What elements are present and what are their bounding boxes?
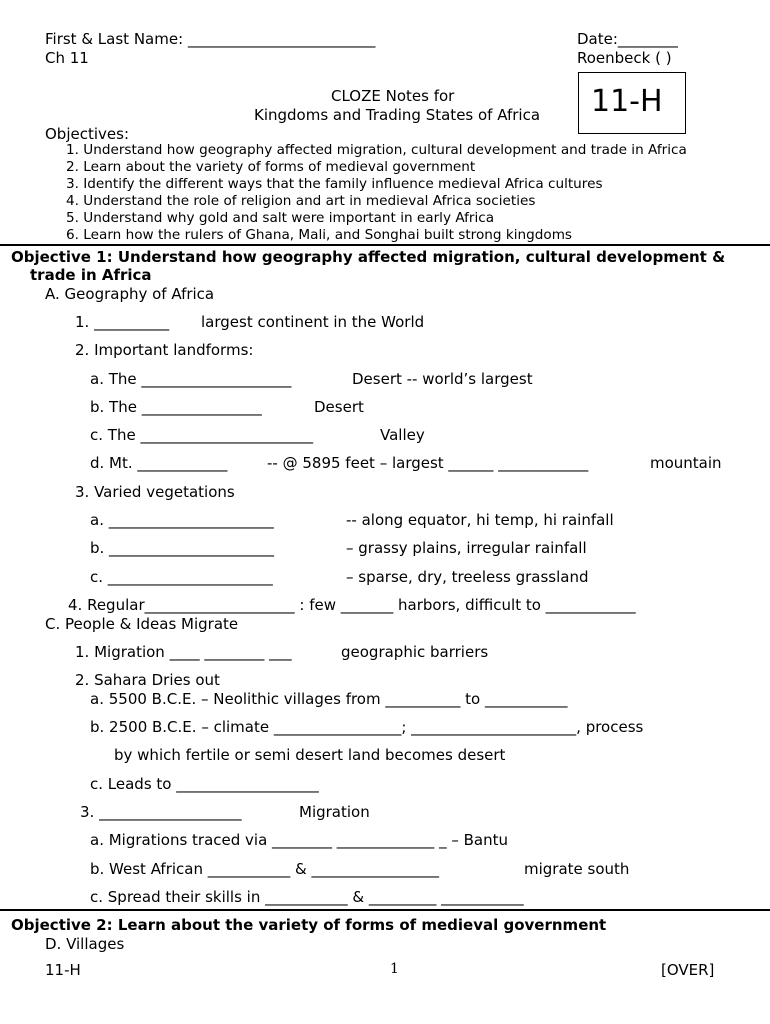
a2a-text: Desert -- world’s largest [352, 370, 533, 388]
c2b-line-cont: by which fertile or semi desert land becomes desert [114, 746, 506, 764]
section-c-heading: C. People & Ideas Migrate [45, 615, 239, 633]
objective-1-heading: Objective 1: Understand how geography affected migration, cultural development & [11, 248, 726, 266]
c2a-line: a. 5500 B.C.E. – Neolithic villages from __________ to ___________ [90, 690, 568, 708]
a2c-text: Valley [380, 426, 425, 444]
section-d-heading: D. Villages [45, 935, 125, 953]
c3a-line: a. Migrations traced via ________ _____________ _ – Bantu [90, 831, 508, 849]
objective-item: 2. Learn about the variety of forms of medieval government [66, 159, 476, 175]
a3b-blank: b. ______________________ [90, 539, 275, 557]
a3b-text: – grassy plains, irregular rainfall [346, 539, 587, 557]
a1-text: largest continent in the World [201, 313, 425, 331]
date-field: Date:________ [577, 30, 678, 48]
a3-heading: 3. Varied vegetations [75, 483, 235, 501]
a1-blank: 1. __________ [75, 313, 170, 331]
code-box-label: 11-H [591, 84, 663, 119]
chapter-label: Ch 11 [45, 49, 89, 67]
objective-item: 3. Identify the different ways that the family influence medieval Africa cultures [66, 176, 603, 192]
objective-item: 4. Understand the role of religion and art in medieval Africa societies [66, 193, 536, 209]
objective-item: 5. Understand why gold and salt were important in early Africa [66, 210, 495, 226]
c3-text: Migration [299, 803, 370, 821]
c3b-text: migrate south [524, 860, 630, 878]
a3c-blank: c. ______________________ [90, 568, 273, 586]
a2b-blank: b. The ________________ [90, 398, 262, 416]
title-line-2: Kingdoms and Trading States of Africa [254, 106, 541, 124]
name-field: First & Last Name: _________________________ [45, 30, 376, 48]
section-a-heading: A. Geography of Africa [45, 285, 215, 303]
title-line-1: CLOZE Notes for [331, 87, 455, 105]
c1-blank: 1. Migration ____ ________ ___ [75, 643, 292, 661]
a3a-text: -- along equator, hi temp, hi rainfall [346, 511, 614, 529]
objective-2-heading: Objective 2: Learn about the variety of forms of medieval government [11, 916, 607, 934]
a3c-text: – sparse, dry, treeless grassland [346, 568, 589, 586]
c3c-line: c. Spread their skills in ___________ & _________ ___________ [90, 888, 524, 906]
a2d-end: mountain [650, 454, 722, 472]
a2a-blank: a. The ____________________ [90, 370, 292, 388]
divider [0, 244, 770, 246]
c1-text: geographic barriers [341, 643, 489, 661]
a2b-text: Desert [314, 398, 364, 416]
page-number: 1 [390, 961, 399, 977]
objectives-heading: Objectives: [45, 125, 129, 143]
c2-heading: 2. Sahara Dries out [75, 671, 220, 689]
objective-1-heading-cont: trade in Africa [30, 266, 152, 284]
c3b-blank: b. West African ___________ & _________________ [90, 860, 439, 878]
teacher-label: Roenbeck ( ) [577, 49, 672, 67]
objectives-list [66, 142, 687, 244]
code-box [578, 72, 686, 134]
footer-code: 11-H [45, 961, 81, 979]
divider [0, 909, 770, 911]
objective-item: 6. Learn how the rulers of Ghana, Mali, and Songhai built strong kingdoms [66, 227, 573, 243]
a2-heading: 2. Important landforms: [75, 341, 254, 359]
a2c-blank: c. The _______________________ [90, 426, 313, 444]
c2c-line: c. Leads to ___________________ [90, 775, 319, 793]
a4-line: 4. Regular____________________ : few _______ harbors, difficult to ____________ [68, 596, 636, 614]
objective-item: 1. Understand how geography affected migration, cultural development and trade in Africa [66, 142, 687, 158]
c3-blank: 3. ___________________ [80, 803, 242, 821]
a2d-blank: d. Mt. ____________ [90, 454, 228, 472]
c2b-line: b. 2500 B.C.E. – climate _________________; ______________________, process [90, 718, 644, 736]
a3a-blank: a. ______________________ [90, 511, 274, 529]
over-label: [OVER] [661, 961, 715, 979]
a2d-text: -- @ 5895 feet – largest ______ ____________ [267, 454, 589, 472]
